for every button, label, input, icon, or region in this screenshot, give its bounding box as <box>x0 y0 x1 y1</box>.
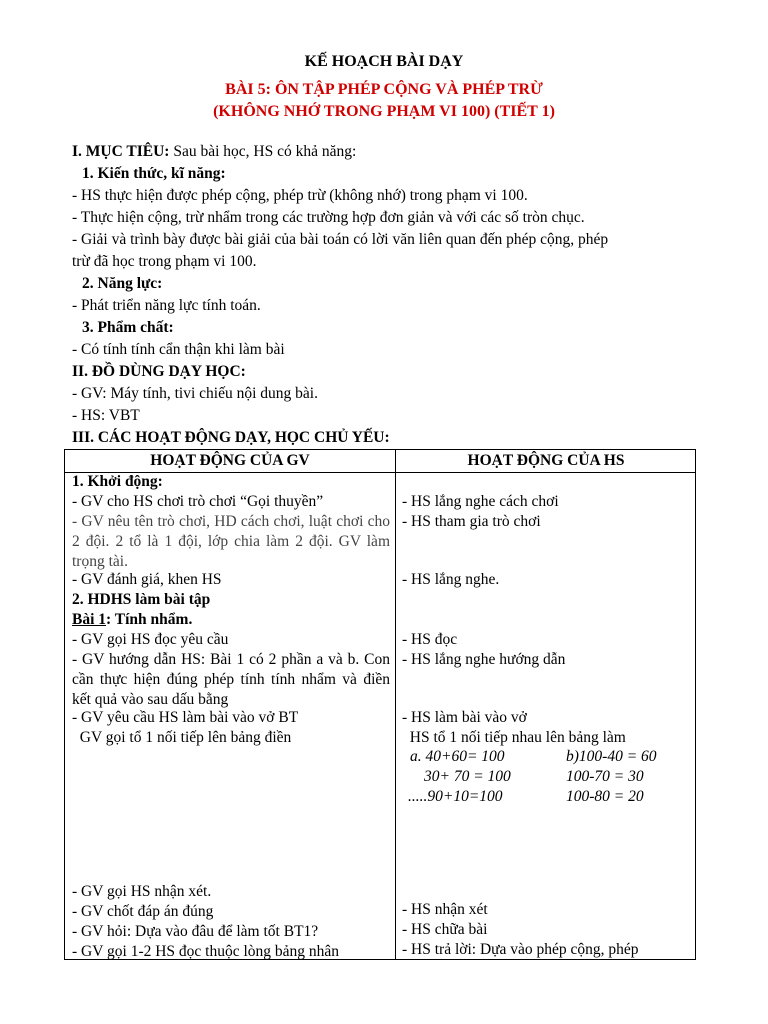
hs-activity: - HS lắng nghe. <box>402 571 500 588</box>
hs-activity: - HS trả lời: Dựa vào phép cộng, phép <box>402 941 639 958</box>
warmup-heading: 1. Khởi động: <box>72 473 163 490</box>
hs-activity: - HS lắng nghe hướng dẫn <box>402 651 566 668</box>
gv-activity: - GV gọi HS nhận xét. <box>72 883 212 900</box>
section-2-heading: II. ĐỒ DÙNG DẠY HỌC: <box>72 363 246 380</box>
gv-activity: - GV cho HS chơi trò chơi “Gọi thuyền” <box>72 493 324 510</box>
column-header-hs: HOẠT ĐỘNG CỦA HS <box>467 452 625 469</box>
math-answer: 30+ 70 = 100 <box>424 768 511 785</box>
material-item: - HS: VBT <box>72 407 140 424</box>
objective-item: trừ đã học trong phạm vi 100. <box>72 253 257 270</box>
lesson-title: BÀI 5: ÔN TẬP PHÉP CỘNG VÀ PHÉP TRỪ <box>225 81 543 98</box>
hs-activity: - HS nhận xét <box>402 901 488 918</box>
section-3-heading: III. CÁC HOẠT ĐỘNG DẠY, HỌC CHỦ YẾU: <box>72 429 390 446</box>
subheading-quality: 3. Phẩm chất: <box>82 319 174 336</box>
ability-item: - Phát triển năng lực tính toán. <box>72 297 261 314</box>
subheading-knowledge: 1. Kiến thức, kĩ năng: <box>82 165 226 182</box>
gv-activity: - GV đánh giá, khen HS <box>72 571 222 588</box>
gv-activity: - GV hỏi: Dựa vào đâu để làm tốt BT1? <box>72 923 319 940</box>
hs-activity: - HS lắng nghe cách chơi <box>402 493 559 510</box>
lesson-subtitle: (KHÔNG NHỚ TRONG PHẠM VI 100) (TIẾT 1) <box>213 103 555 120</box>
gv-activity: - GV gọi 1-2 HS đọc thuộc lòng bảng nhân <box>72 943 340 960</box>
gv-activity: - GV chốt đáp án đúng <box>72 903 214 920</box>
material-item: - GV: Máy tính, tivi chiếu nội dung bài. <box>72 385 318 402</box>
document-title: KẾ HOẠCH BÀI DẠY <box>304 53 464 70</box>
gv-activity: GV gọi tổ 1 nối tiếp lên bảng điền <box>72 729 292 746</box>
section-1-line <box>72 141 712 163</box>
hs-activity: HS tổ 1 nối tiếp nhau lên bảng làm <box>402 729 626 746</box>
section-1-intro: Sau bài học, HS có khả năng: <box>169 143 357 160</box>
exercise-heading: 2. HDHS làm bài tập <box>72 591 211 608</box>
column-header-gv: HOẠT ĐỘNG CỦA GV <box>150 452 310 469</box>
gv-activity: - GV nêu tên trò chơi, HD cách chơi, luật chơi cho 2 đội. 2 tổ là 1 đội, lớp chia làm 2 đội. GV làm trọng tài. <box>72 513 390 570</box>
objective-item: - Thực hiện cộng, trừ nhẩm trong các trường hợp đơn giản và với các số tròn chục. <box>72 209 585 226</box>
math-answer: a. 40+60= 100 <box>410 748 505 765</box>
objective-item: - HS thực hiện được phép cộng, phép trừ (không nhớ) trong phạm vi 100. <box>72 187 528 204</box>
hs-activity: - HS làm bài vào vở <box>402 709 527 726</box>
hs-activity: - HS đọc <box>402 631 458 648</box>
exercise-1-title <box>72 610 390 630</box>
gv-activity: - GV yêu cầu HS làm bài vào vở BT <box>72 709 299 726</box>
gv-activity: - GV gọi HS đọc yêu cầu <box>72 631 229 648</box>
section-1-heading: I. MỤC TIÊU: <box>72 143 170 160</box>
gv-activity: - GV hướng dẫn HS: Bài 1 có 2 phần a và b. Con cần thực hiện đúng phép tính tính nhẩm và điền kết quả vào sau dấu bằng <box>72 651 390 708</box>
math-answer: b)100-40 = 60 <box>566 748 657 765</box>
column-divider <box>395 450 396 959</box>
hs-activity: - HS chữa bài <box>402 921 488 938</box>
math-answer: 100-80 = 20 <box>566 788 644 805</box>
objective-item: - Giải và trình bày được bài giải của bài toán có lời văn liên quan đến phép cộng, phép <box>72 231 609 248</box>
quality-item: - Có tính tính cẩn thận khi làm bài <box>72 341 285 358</box>
math-answer: 100-70 = 30 <box>566 768 644 785</box>
exercise-1-task: : Tính nhẩm. <box>106 611 193 628</box>
lesson-objectives <box>72 141 712 449</box>
hs-activity: - HS tham gia trò chơi <box>402 513 541 530</box>
subheading-ability: 2. Năng lực: <box>82 275 163 292</box>
math-answer: .....90+10=100 <box>408 788 503 805</box>
activities-table <box>64 449 696 960</box>
exercise-1-label: Bài 1 <box>72 611 107 628</box>
